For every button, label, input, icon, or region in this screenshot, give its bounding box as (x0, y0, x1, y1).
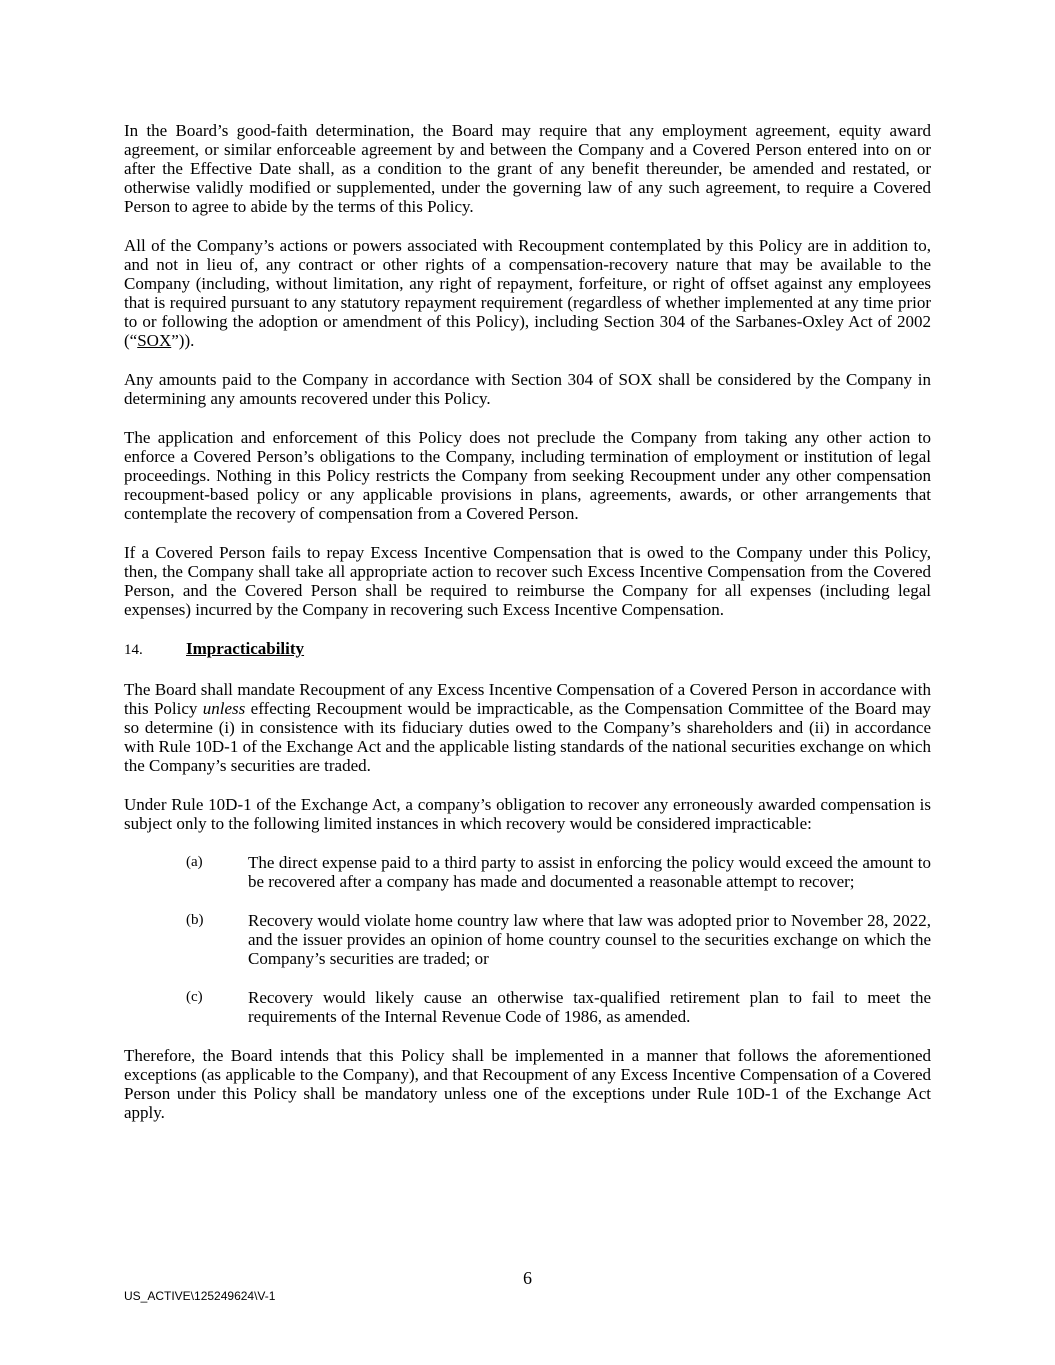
paragraph-text: ”)). (171, 331, 195, 350)
page-body (124, 121, 931, 1142)
paragraph-enforcement: The application and enforcement of this Policy does not preclude the Company from taking any other action to enforce a Covered Person’s obligations to the Company, including termination of employment or institution of legal proceedings. Nothing in this Policy restricts the Company from seeking Recoupment under any other compensation recoupment-based policy or any applicable provisions in plans, agreements, awards, or other arrangements that contemplate the recovery of compensation from a Covered Person. (124, 428, 931, 523)
section-heading (124, 639, 931, 660)
paragraph-conclusion: Therefore, the Board intends that this Policy shall be implemented in a manner that follows the aforementioned exceptions (as applicable to the Company), and that Recoupment of any Excess Incentive Compensation of a Covered Person under this Policy shall be mandatory unless one of the exceptions under Rule 10D-1 of the Exchange Act apply. (124, 1046, 931, 1122)
paragraph-mandate-recoupment (124, 680, 931, 775)
paragraph-agreement-amendment: In the Board’s good-faith determination, the Board may require that any employment agreement, equity award agreement, or similar enforceable agreement by and between the Company and a Covered Person entered into on or after the Effective Date shall, as a condition to the grant of any benefit thereunder, be amended and restated, or otherwise validly modified or supplemented, under the governing law of any such agreement, to require a Covered Person to agree to abide by the terms of this Policy. (124, 121, 931, 216)
document-id: US_ACTIVE\125249624\V-1 (124, 1289, 276, 1303)
paragraph-text: The Board shall mandate Recoupment of any Excess Incentive Compensation of a Covered Person in accordance with this Policy (124, 680, 931, 718)
paragraph-text: All of the Company’s actions or powers associated with Recoupment contemplated by this Policy are in addition to, and not in lieu of, any contract or other rights of a compensation-recovery nature that may be available to the Company (including, without limitation, any right of repayment, forfeiture, or right of offset against any employees that is required pursuant to any statutory repayment requirement (regardless of whether implemented at any time prior to or following the adoption or amendment of this Policy), including Section 304 of the Sarbanes-Oxley Act of 2002 (“ (124, 236, 931, 350)
list-item (186, 853, 931, 891)
paragraph-text: effecting Recoupment would be impracticable, as the Compensation Committee of the Board may so determine (i) in consistence with its fiduciary duties owed to the Company’s shareholders and (ii) in accordance with Rule 10D-1 of the Exchange Act and the applicable listing standards of the national securities exchange on which the Company’s securities are traded. (124, 699, 931, 775)
list-item-text: Recovery would violate home country law where that law was adopted prior to November 28, 2022, and the issuer provides an opinion of home country counsel to the securities exchange on which the Company’s securities are traded; or (248, 911, 931, 968)
list-item (186, 911, 931, 968)
list-marker: (b) (186, 912, 204, 928)
list-item (186, 988, 931, 1026)
list-marker: (a) (186, 854, 203, 870)
paragraph-rule-10d1: Under Rule 10D-1 of the Exchange Act, a company’s obligation to recover any erroneously awarded compensation is subject only to the following limited instances in which recovery would be considered impracticable: (124, 795, 931, 833)
section-title: Impracticability (186, 639, 305, 658)
emphasis-unless: unless (202, 699, 246, 718)
defined-term-sox: SOX (137, 331, 172, 350)
paragraph-additional-rights (124, 236, 931, 350)
list-item-text: Recovery would likely cause an otherwise tax-qualified retirement plan to fail to meet the requirements of the Internal Revenue Code of 1986, as amended. (248, 988, 931, 1026)
paragraph-repayment-failure: If a Covered Person fails to repay Excess Incentive Compensation that is owed to the Company under this Policy, then, the Company shall take all appropriate action to recover such Excess Incentive Compensation from the Covered Person, and the Covered Person shall be required to reimburse the Company for all expenses (including legal expenses) incurred by the Company in recovering such Excess Incentive Compensation. (124, 543, 931, 619)
paragraph-sox-amounts: Any amounts paid to the Company in accordance with Section 304 of SOX shall be considered by the Company in determining any amounts recovered under this Policy. (124, 370, 931, 408)
list-marker: (c) (186, 989, 203, 1005)
section-number: 14. (124, 642, 143, 658)
page-number: 6 (523, 1268, 532, 1288)
list-item-text: The direct expense paid to a third party to assist in enforcing the policy would exceed the amount to be recovered after a company has made and documented a reasonable attempt to recover; (248, 853, 931, 891)
